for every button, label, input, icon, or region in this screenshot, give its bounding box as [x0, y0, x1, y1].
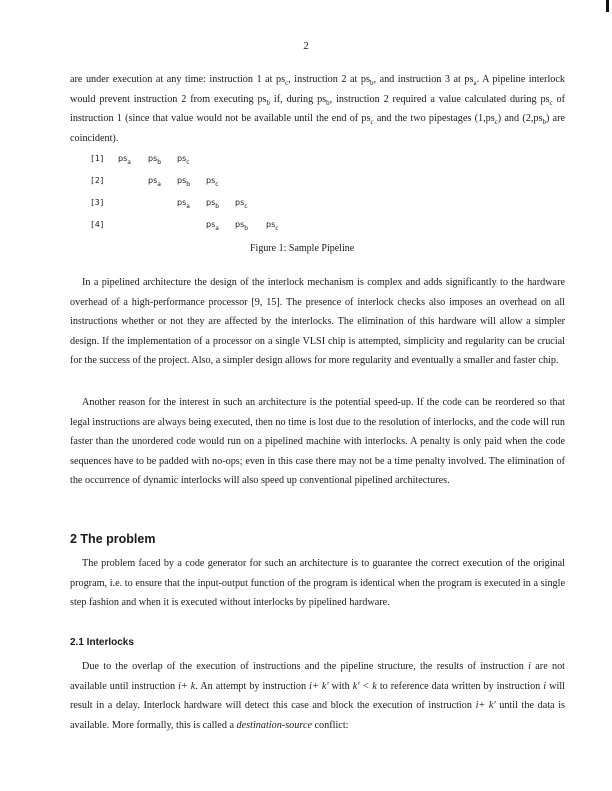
pipestage-a: $ps_a$	[177, 198, 190, 210]
pipestage-b: $ps_b$	[206, 198, 220, 210]
pipestage-c: $ps_c$	[177, 154, 190, 166]
instruction-label: [4]	[90, 220, 105, 229]
instruction-label: [2]	[90, 176, 105, 185]
pipestage-b: $ps_b$	[235, 220, 249, 232]
term-destination-source: destination-source	[236, 719, 312, 731]
pipestage-c: $ps_c$	[266, 220, 279, 232]
pipestage-a: $ps_a$	[148, 176, 161, 188]
section-heading-the-problem: 2 The problem	[70, 532, 156, 546]
instruction-label: [3]	[90, 198, 105, 207]
pipestage-c: $ps_c$	[235, 198, 248, 210]
pipestage-a: $ps_a$	[118, 154, 131, 166]
pipestage-c: $ps_c$	[206, 176, 219, 188]
paragraph-interlock-overhead: In a pipelined architecture the design of the interlock mechanism is complex and adds significantly to the hardware overhead of a high-performance processor [9, 15]. The presence of interlock checks also imposes an overhead on all instructions whether or not they are affected by the interlocks. The elimination of this hardware will allow a simpler design. If the implementation of a processor on a single VLSI chip is attempted, simplicity and regularity can be crucial for the success of the project. Also, a simpler design allows for more regularity and eventually a smaller and faster chip.	[70, 277, 565, 366]
pipestage-a: $ps_a$	[206, 220, 219, 232]
paragraph-interlocks: Due to the overlap of the execution of instructions and the pipeline structure, the results of instruction i are not available until instruction i+ k. An attempt by instruction i+ k' with k' < k to reference data written by instruction i will result in a delay. Interlock hardware will detect this case and block the execution of instruction i+ k' until the data is available. More formally, this is called a destination-source conflict:	[70, 661, 565, 731]
pipestage-b: $ps_b$	[148, 154, 162, 166]
page-number: 2	[303, 40, 309, 52]
pipestage-b: $ps_b$	[177, 176, 191, 188]
instruction-label: [1]	[90, 154, 105, 163]
subsection-heading-interlocks: 2.1 Interlocks	[70, 637, 134, 648]
paragraph-the-problem: The problem faced by a code generator for such an architecture is to guarantee the correct execution of the original program, i.e. to ensure that the input-output function of the program is identical when the program is executed in a single step fashion and when it is executed without interlocks by pipelined hardware.	[70, 558, 565, 608]
intro-paragraph: are under execution at any time: instruction 1 at $ps_c$, instruction 2 at $ps_b$, and instruction 3 at $ps_a$. A pipeline interlock would prevent instruction 2 from executing $ps_b$ if, during $ps_b$, instruction 2 required a value calculated during $ps_c$ of instruction 1 (since that value would not be available until the end of $ps_c$ and the two pipestages $(1,ps_c)$ and $(2,ps_b)$ are coincident).	[70, 74, 565, 144]
figure-caption: Figure 1: Sample Pipeline	[250, 243, 355, 254]
scan-edge-mark	[606, 0, 609, 12]
paragraph-speedup: Another reason for the interest in such an architecture is the potential speed-up. If the code can be reordered so that legal instructions are always being executed, then no time is lost due to the resolution of interlocks, and the code will run faster than the unordered code would run on a pipelined machine with interlocks. A penalty is only paid when the code sequences have to be padded with no-ops; even in this case there may not be a time penalty involved. The elimination of the occurrence of dynamic interlocks will also speed up conventional pipelined architectures.	[70, 397, 565, 486]
